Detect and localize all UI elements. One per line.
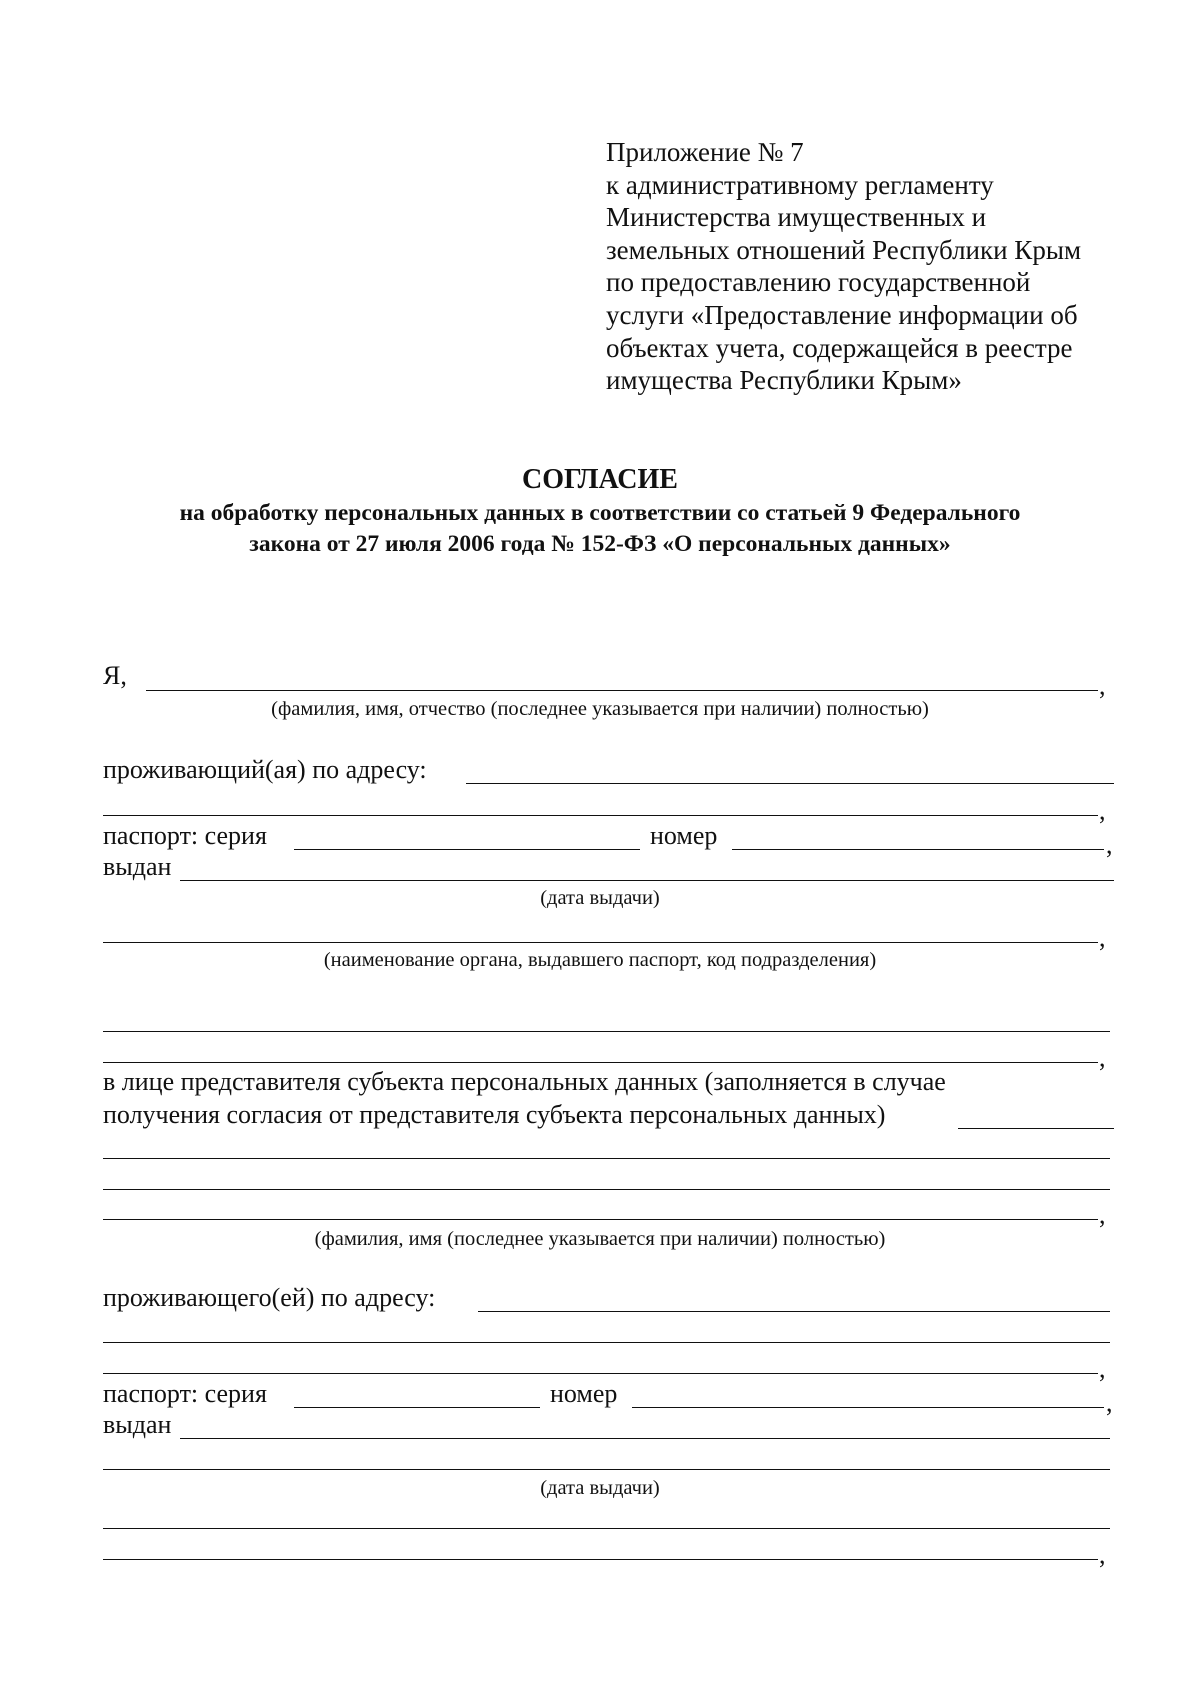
full-name-field[interactable] — [146, 690, 1098, 691]
issued-date-field[interactable] — [180, 880, 1114, 881]
document-subtitle-line: закона от 27 июля 2006 года № 152-ФЗ «О персональных данных» — [249, 531, 951, 557]
extra-line-field[interactable] — [103, 1062, 1098, 1063]
issuer-caption: (наименование органа, выдавшего паспорт, код подразделения) — [323, 949, 877, 971]
appendix-line: к административному регламенту — [606, 169, 994, 200]
comma: , — [1106, 1388, 1113, 1417]
comma: , — [1099, 671, 1106, 700]
address-label: проживающий(ая) по адресу: — [103, 755, 427, 784]
appendix-line: объектах учета, содержащейся в реестре — [606, 332, 1073, 363]
issue-date-caption: (дата выдачи) — [540, 887, 660, 909]
representative-text-line: получения согласия от представителя субъекта персональных данных) — [103, 1100, 886, 1129]
issued-label: выдан — [103, 852, 172, 881]
rep-passport-number-field[interactable] — [632, 1407, 1104, 1408]
representative-text-line: в лице представителя субъекта персональных данных (заполняется в случае — [103, 1067, 946, 1096]
address-field[interactable] — [466, 783, 1114, 784]
document-subtitle-line: на обработку персональных данных в соответствии со статьей 9 Федерального — [179, 500, 1021, 526]
comma: , — [1099, 1043, 1106, 1072]
rep-passport-series-label: паспорт: серия — [103, 1379, 267, 1408]
full-name-caption: (фамилия, имя, отчество (последнее указывается при наличии) полностью) — [271, 698, 929, 720]
rep-issuer-field[interactable] — [103, 1528, 1110, 1529]
rep-passport-series-field[interactable] — [294, 1407, 540, 1408]
address-field-continued[interactable] — [103, 815, 1098, 816]
rep-issue-date-caption: (дата выдачи) — [540, 1477, 660, 1499]
rep-address-label: проживающего(ей) по адресу: — [103, 1283, 436, 1312]
representative-field[interactable] — [958, 1128, 1114, 1129]
document-title: СОГЛАСИЕ — [522, 464, 678, 495]
appendix-line: Министерства имущественных и — [606, 202, 987, 233]
representative-field[interactable] — [103, 1189, 1110, 1190]
rep-issuer-field[interactable] — [103, 1559, 1098, 1560]
appendix-header — [606, 136, 1166, 397]
appendix-line: имущества Республики Крым» — [606, 365, 962, 396]
rep-address-field[interactable] — [478, 1311, 1110, 1312]
representative-field[interactable] — [103, 1219, 1098, 1220]
issuer-field[interactable] — [103, 942, 1098, 943]
passport-series-label: паспорт: серия — [103, 821, 267, 850]
rep-address-field-continued[interactable] — [103, 1373, 1098, 1374]
appendix-line: по предоставлению государственной — [606, 267, 1031, 298]
rep-passport-number-label: номер — [550, 1379, 618, 1408]
representative-name-caption: (фамилия, имя (последнее указывается при наличии) полностью) — [314, 1228, 886, 1250]
appendix-line: Приложение № 7 — [606, 137, 804, 167]
rep-address-field-continued[interactable] — [103, 1342, 1110, 1343]
rep-issued-date-field[interactable] — [103, 1469, 1110, 1470]
comma: , — [1099, 1354, 1106, 1383]
appendix-line: земельных отношений Республики Крым — [606, 234, 1082, 265]
appendix-line: услуги «Предоставление информации об — [606, 299, 1078, 330]
passport-number-field[interactable] — [732, 849, 1104, 850]
rep-issued-label: выдан — [103, 1410, 172, 1439]
comma: , — [1099, 796, 1106, 825]
extra-line-field[interactable] — [103, 1031, 1110, 1032]
comma: , — [1099, 1200, 1106, 1229]
passport-number-label: номер — [650, 821, 718, 850]
ya-label: Я, — [103, 661, 127, 690]
comma: , — [1099, 923, 1106, 952]
passport-series-field[interactable] — [294, 849, 640, 850]
rep-issued-field[interactable] — [180, 1438, 1110, 1439]
representative-field[interactable] — [103, 1158, 1110, 1159]
comma: , — [1106, 830, 1113, 859]
comma: , — [1099, 1540, 1106, 1569]
document-title-block — [60, 462, 1140, 560]
